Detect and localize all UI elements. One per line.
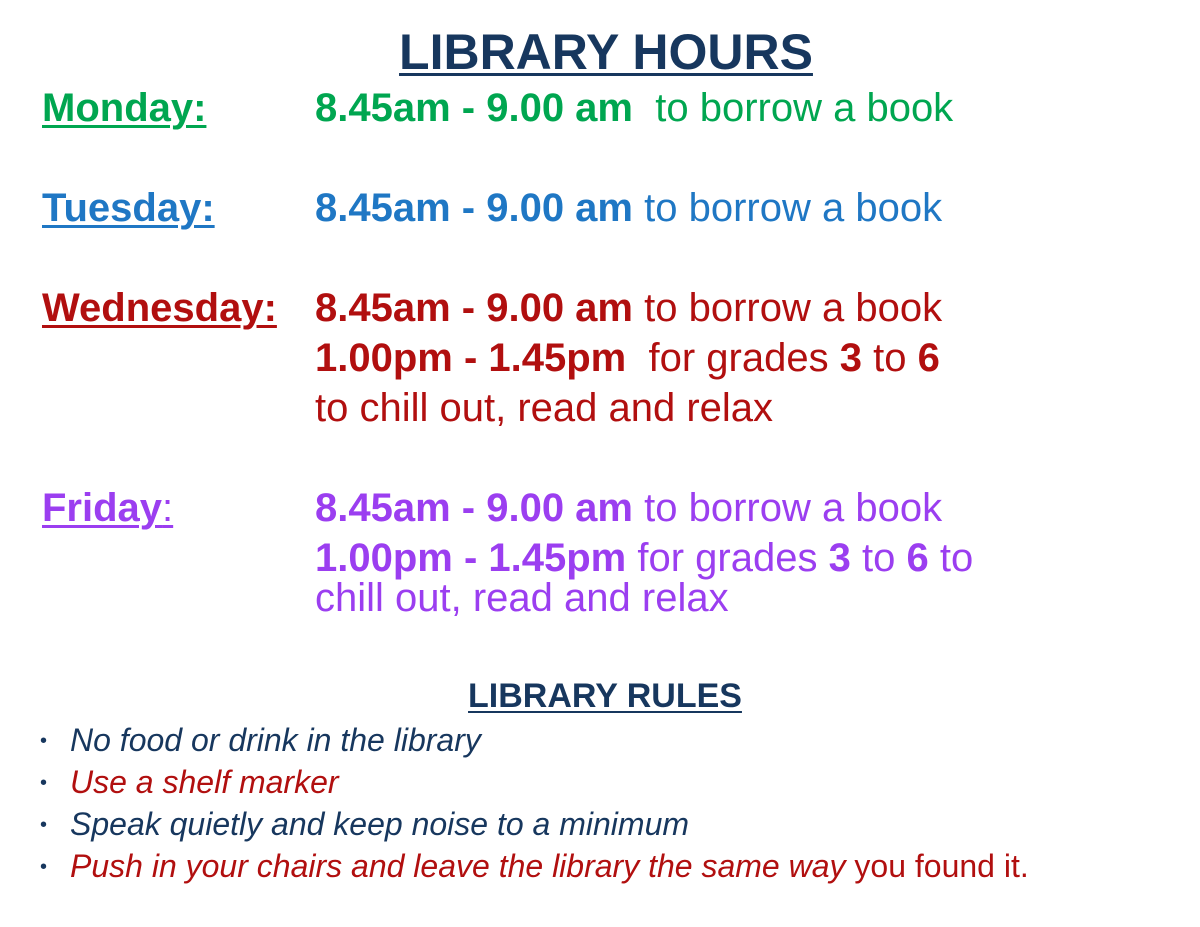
wednesday-grades-prefix: for grades	[648, 336, 829, 380]
friday-time-1: 8.45am - 9.00 am	[315, 486, 633, 530]
friday-trailing: to	[939, 536, 974, 580]
rule-text-italic: No food or drink in the library	[70, 722, 481, 758]
friday-purpose-1: to borrow a book	[644, 486, 943, 530]
rule-text	[70, 762, 339, 802]
friday-day-name: Friday	[42, 486, 163, 530]
rule-text	[70, 804, 689, 844]
wednesday-purpose-1: to borrow a book	[644, 286, 943, 330]
rule-text-italic: Speak quietly and keep noise to a minimum	[70, 806, 690, 842]
tuesday-purpose: to borrow a book	[644, 186, 943, 230]
rules-title: LIBRARY RULES	[468, 677, 742, 715]
rule-text-italic: Use a shelf marker	[70, 764, 339, 800]
wednesday-time-1: 8.45am - 9.00 am	[315, 286, 633, 330]
friday-grades-prefix: for grades	[637, 536, 818, 580]
tuesday-hours	[315, 184, 942, 232]
page-title: LIBRARY HOURS	[399, 24, 813, 80]
monday-hours	[315, 84, 953, 132]
rule-text	[70, 720, 481, 760]
rule-text-plain: you found it.	[854, 848, 1029, 884]
bullet-icon: •	[40, 856, 48, 878]
tuesday-time: 8.45am - 9.00 am	[315, 186, 633, 230]
wednesday-hours-2	[315, 334, 940, 382]
day-label-friday	[42, 484, 173, 532]
friday-grade-from: 3	[828, 536, 851, 580]
wednesday-grade-from: 3	[839, 336, 862, 380]
bullet-icon: •	[40, 814, 48, 836]
friday-colon: :	[162, 486, 174, 530]
bullet-icon: •	[40, 772, 48, 794]
wednesday-time-2: 1.00pm - 1.45pm	[315, 336, 627, 380]
wednesday-hours-1	[315, 284, 942, 332]
day-label-wednesday: Wednesday:	[42, 286, 277, 330]
rule-text	[70, 846, 1029, 886]
bullet-icon: •	[40, 730, 48, 752]
wednesday-grade-to: 6	[917, 336, 940, 380]
friday-time-2: 1.00pm - 1.45pm	[315, 536, 627, 580]
friday-line-3: chill out, read and relax	[315, 576, 729, 620]
rule-text-italic: Push in your chairs and leave the library the same way	[70, 848, 846, 884]
friday-hours-1	[315, 484, 942, 532]
wednesday-line-3: to chill out, read and relax	[315, 386, 774, 430]
monday-time: 8.45am - 9.00 am	[315, 86, 633, 130]
friday-grade-to-word: to	[861, 536, 896, 580]
day-label-tuesday: Tuesday:	[42, 186, 215, 230]
day-label-monday: Monday:	[42, 86, 207, 130]
friday-grade-to: 6	[906, 536, 929, 580]
wednesday-grade-to-word: to	[873, 336, 907, 380]
monday-purpose: to borrow a book	[655, 86, 954, 130]
